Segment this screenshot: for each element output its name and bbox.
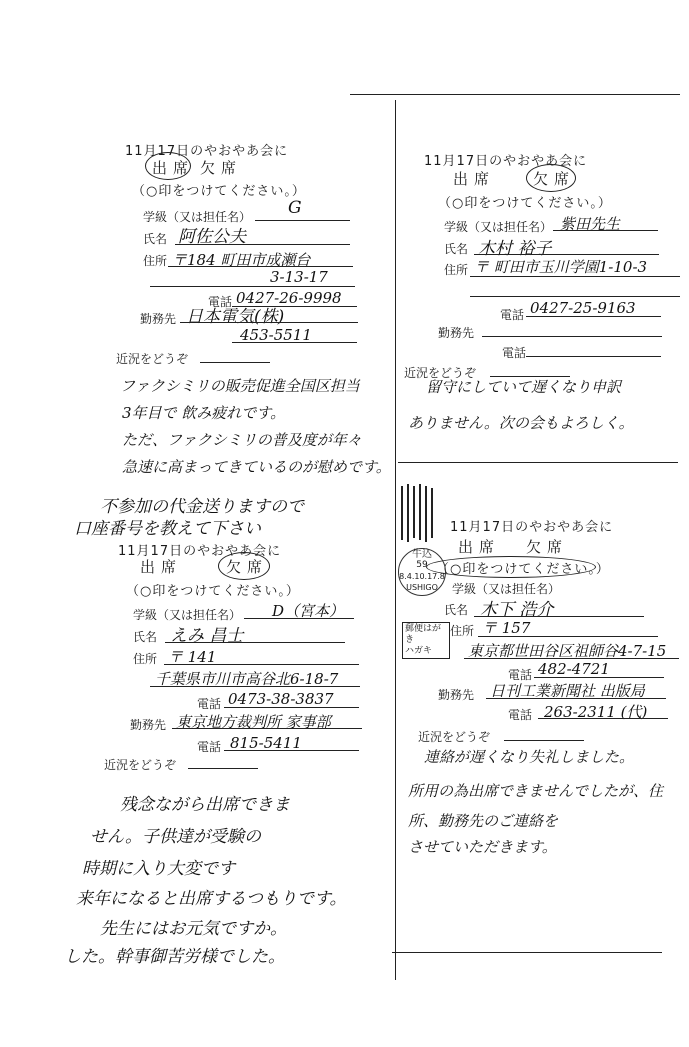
- absent-option: 欠席: [200, 159, 243, 177]
- work-phone-value: 263-2311 (代): [544, 703, 648, 721]
- news-line-2: ありません。次の会もよろしく。: [408, 414, 634, 432]
- attend-option: 出席: [140, 558, 183, 576]
- address-line: [168, 266, 353, 267]
- name-line: [165, 642, 345, 643]
- work-line: [482, 336, 662, 337]
- name-line: [474, 254, 659, 255]
- work-phone-line: [224, 750, 359, 751]
- news-line-2: 3年目で 飲み疲れです。: [122, 404, 286, 422]
- card-header: 11月17日のやおやあ会に: [450, 520, 614, 535]
- postcard-stamp-box: [402, 622, 450, 659]
- news-line-3: 時期に入り大変です: [82, 859, 235, 879]
- instruction-text: （○印をつけてください。）: [438, 196, 612, 211]
- grade-value: D（宮本）: [272, 602, 345, 620]
- attend-option: 出席: [453, 170, 496, 188]
- postmark-icon: [398, 548, 446, 596]
- work-label: 勤務先: [140, 312, 177, 326]
- news-line-3: させていただきます。: [408, 838, 557, 856]
- attend-option: 出席: [458, 538, 501, 556]
- address-label: 住所: [133, 652, 158, 666]
- address-line: [164, 664, 359, 665]
- attend-option: 出席: [152, 159, 195, 177]
- name-label: 氏名: [133, 630, 158, 644]
- news-line-2: 所用の為出席できませんでしたが、住所、勤務先のご連絡を: [408, 782, 664, 830]
- news-label: 近況をどうぞ: [104, 758, 177, 772]
- grade-label: 学級（又は担任名）: [452, 582, 561, 596]
- address-label: 住所: [143, 254, 168, 268]
- top-note-line-1: 不参加の代金送りますので: [100, 497, 304, 517]
- work-label: 勤務先: [130, 718, 167, 732]
- postmark-line-2: 59: [416, 560, 428, 570]
- card-header: 11月17日のやおやあ会に: [424, 154, 588, 169]
- address-value-2: 3-13-17: [270, 268, 328, 286]
- grade-line: [553, 230, 658, 231]
- reply-card-a: [0, 0, 395, 490]
- grade-value: 紫田先生: [560, 215, 621, 233]
- phone-value: 0427-26-9998: [236, 289, 342, 307]
- address-line-2: [150, 286, 355, 287]
- grade-line: [255, 220, 350, 221]
- address-value: 〒 町田市玉川学園1-10-3: [474, 258, 648, 276]
- phone-line: [534, 677, 664, 678]
- work-phone-line: [526, 356, 661, 357]
- address-value: 〒 141: [168, 648, 217, 666]
- address-label: 住所: [444, 263, 469, 277]
- phone-label: 電話: [197, 697, 222, 711]
- phone-label: 電話: [208, 295, 233, 309]
- work-phone-label: 電話: [502, 346, 527, 360]
- news-line-1: 連絡が遅くなり失礼しました。: [424, 748, 635, 766]
- news-line-6: した。幹事御苦労様でした。: [64, 947, 285, 967]
- address-line: [470, 276, 680, 277]
- news-label-line: [200, 362, 270, 363]
- news-line-5: 先生にはお元気ですか。: [100, 919, 287, 939]
- work-line: [172, 728, 362, 729]
- work-phone-label: 電話: [197, 740, 222, 754]
- phone-label: 電話: [500, 308, 525, 322]
- name-value: 木下 浩介: [480, 600, 554, 620]
- instruction-text: （○印をつけてください。）: [436, 562, 610, 577]
- work-phone-line: [232, 342, 357, 343]
- instruction-text: （○印をつけてください。）: [132, 184, 306, 199]
- work-value: 東京地方裁判所 家事部: [176, 713, 331, 731]
- news-line-1: 残念ながら出席できま: [120, 795, 290, 815]
- name-value: 木村 裕子: [478, 239, 552, 259]
- absent-option: 欠席: [226, 558, 269, 576]
- news-label: 近況をどうぞ: [116, 352, 189, 366]
- reply-card-d: [398, 480, 688, 900]
- stamp-box-line-2: ハガキ: [405, 646, 433, 656]
- phone-value: 482-4721: [538, 660, 610, 678]
- postmark-line-4: USHIGO: [406, 583, 438, 592]
- name-value: えみ 昌士: [170, 626, 244, 646]
- phone-line: [224, 707, 359, 708]
- instruction-text: （○印をつけてください。）: [126, 584, 300, 599]
- center-divider: [395, 100, 396, 980]
- name-value: 阿佐公夫: [178, 227, 246, 247]
- address-line-2: [464, 658, 679, 659]
- card-header: 11月17日のやおやあ会に: [125, 144, 289, 159]
- work-phone-label: 電話: [508, 708, 533, 722]
- grade-label: 学級（又は担任名）: [143, 210, 252, 224]
- address-value-2: 東京都世田谷区祖師谷4-7-15: [468, 642, 667, 660]
- news-line-1: ファクシミリの販売促進全国区担当: [120, 377, 360, 395]
- phone-value: 0473-38-3837: [228, 690, 334, 708]
- cancellation-wave-marks: [398, 480, 458, 550]
- work-value: 日本電気(株): [186, 307, 285, 327]
- address-value: 〒 157: [482, 619, 531, 637]
- name-label: 氏名: [444, 603, 469, 617]
- name-label: 氏名: [444, 242, 469, 256]
- address-line-2: [470, 296, 680, 297]
- absent-option: 欠席: [526, 538, 569, 556]
- news-label: 近況をどうぞ: [404, 366, 477, 380]
- stamp-box-line-1: 郵便はがき: [405, 624, 442, 645]
- card-header: 11月17日のやおやあ会に: [118, 544, 282, 559]
- postmark-line-3: 8.4.10.17.8: [399, 572, 445, 581]
- grade-value: G: [288, 198, 302, 218]
- reply-card-c: [0, 490, 395, 970]
- phone-label: 電話: [508, 668, 533, 682]
- absent-option: 欠席: [533, 170, 576, 188]
- address-line: [478, 636, 658, 637]
- work-label: 勤務先: [438, 326, 475, 340]
- work-label: 勤務先: [438, 688, 475, 702]
- work-value: 日刊工業新聞社 出版局: [490, 682, 645, 700]
- address-value-2: 千葉県市川市高谷北6-18-7: [155, 670, 339, 688]
- phone-line: [526, 316, 661, 317]
- news-line-1: 留守にしていて遅くなり申訳: [426, 378, 622, 396]
- name-line: [175, 244, 350, 245]
- news-line-2: せん。子供達が受験の: [90, 827, 262, 847]
- work-phone-value: 815-5411: [230, 734, 302, 752]
- work-line: [180, 322, 358, 323]
- work-line: [486, 698, 666, 699]
- right-mid-divider: [398, 462, 678, 463]
- address-value: 〒184 町田市成瀬台: [172, 251, 311, 269]
- grade-line: [244, 618, 354, 619]
- grade-label: 学級（又は担任名）: [133, 608, 242, 622]
- news-line-4: 急速に高まってきているのが慰めです。: [122, 458, 391, 476]
- work-phone-value: 453-5511: [240, 326, 312, 344]
- work-phone-line: [538, 718, 668, 719]
- news-label-line: [188, 768, 258, 769]
- postmark-line-1: 牛込: [412, 549, 432, 560]
- news-line-4: 来年になると出席するつもりです。: [76, 889, 347, 909]
- news-label: 近況をどうぞ: [418, 730, 491, 744]
- top-divider: [350, 94, 680, 95]
- top-note-line-2: 口座番号を教えて下さい: [74, 519, 261, 539]
- news-label-line: [504, 740, 584, 741]
- news-line-3: ただ、ファクシミリの普及度が年々: [122, 431, 362, 449]
- grade-label: 学級（又は担任名）: [444, 220, 553, 234]
- bottom-right-divider: [392, 952, 662, 953]
- reply-card-b: [398, 100, 688, 460]
- address-line-2: [150, 686, 360, 687]
- phone-value: 0427-25-9163: [530, 299, 636, 317]
- address-label: 住所: [450, 624, 475, 638]
- name-label: 氏名: [143, 232, 168, 246]
